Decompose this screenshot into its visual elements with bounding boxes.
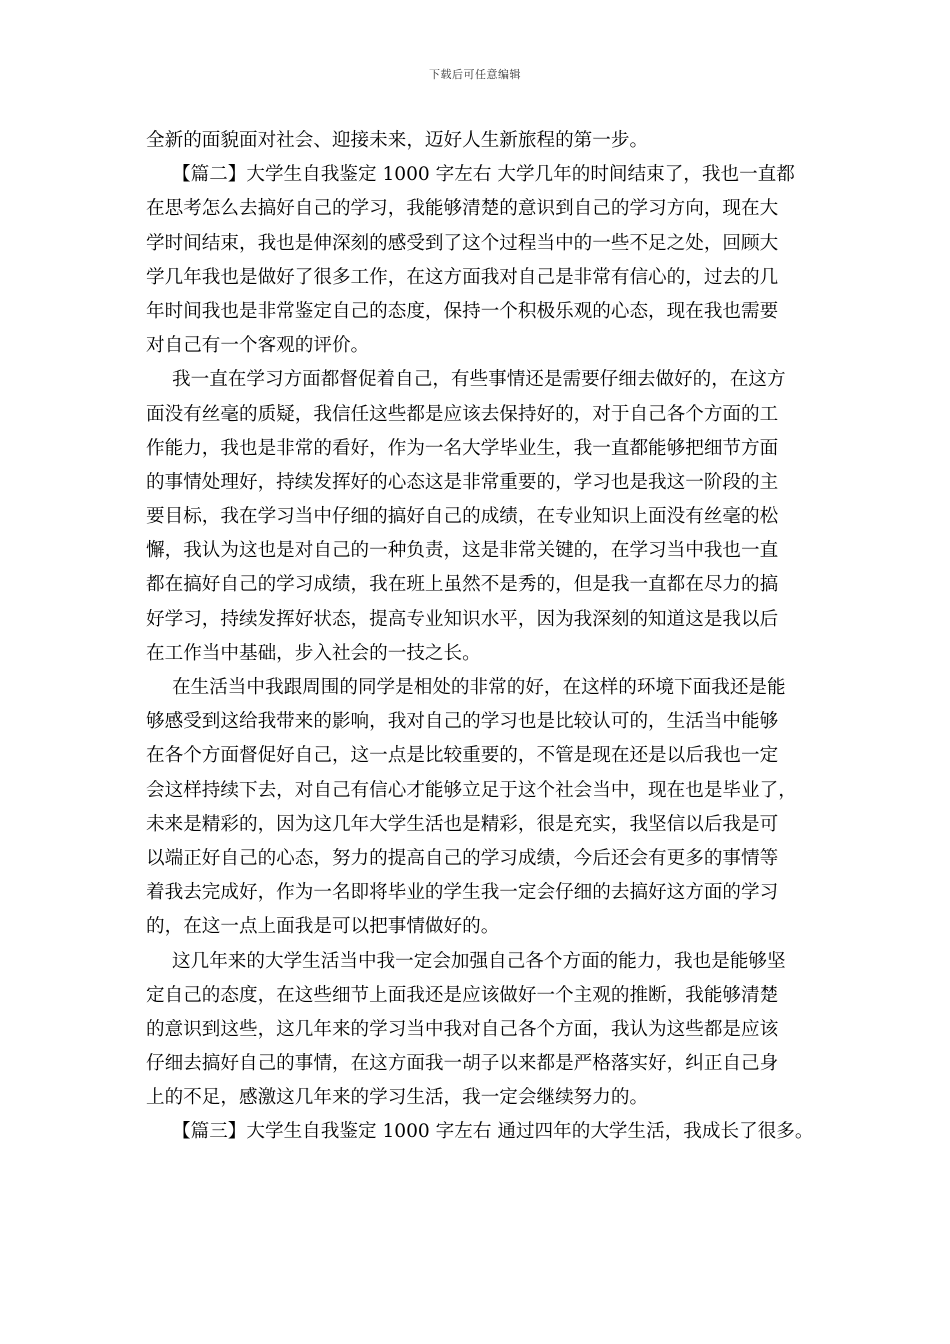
text-line: 年时间我也是非常鉴定自己的态度，保持一个积极乐观的心态，现在我也需要: [146, 300, 779, 322]
text-line: 学时间结束，我也是伸深刻的感受到了这个过程当中的一些不足之处，回顾大: [146, 232, 779, 254]
text-line: 【篇三】大学生自我鉴定 1000 字左右 通过四年的大学生活，我成长了很多。: [172, 1121, 814, 1143]
text-line: 定自己的态度，在这些细节上面我还是应该做好一个主观的推断，我能够清楚: [146, 984, 779, 1006]
text-line: 会这样持续下去，对自己有信心才能够立足于这个社会当中，现在也是毕业了，: [146, 779, 797, 801]
text-line: 在工作当中基础，步入社会的一技之长。: [146, 642, 481, 664]
text-line: 好学习，持续发挥好状态，提高专业知识水平，因为我深刻的知道这是我以后: [146, 608, 779, 630]
text-line: 以端正好自己的心态，努力的提高自己的学习成绩，今后还会有更多的事情等: [146, 847, 779, 869]
text-line: 懈，我认为这也是对自己的一种负责，这是非常关键的，在学习当中我也一直: [146, 540, 779, 562]
text-line: 全新的面貌面对社会、迎接未来，迈好人生新旅程的第一步。: [146, 130, 649, 151]
text-line: 上的不足，感激这几年来的学习生活，我一定会继续努力的。: [146, 1087, 649, 1109]
text-line: 在各个方面督促好自己，这一点是比较重要的，不管是现在还是以后我也一定: [146, 745, 779, 767]
text-line: 在生活当中我跟周围的同学是相处的非常的好，在这样的环境下面我还是能: [172, 677, 786, 698]
text-line: 面没有丝毫的质疑，我信任这些都是应该去保持好的，对于自己各个方面的工: [146, 403, 779, 425]
page-header: 下载后可任意编辑: [429, 68, 521, 81]
text-line: 【篇二】大学生自我鉴定 1000 字左右 大学几年的时间结束了，我也一直都: [172, 164, 795, 186]
text-line: 要目标，我在学习当中仔细的搞好自己的成绩，在专业知识上面没有丝毫的松: [146, 506, 779, 528]
text-line: 的，在这一点上面我是可以把事情做好的。: [146, 916, 500, 938]
text-line: 我一直在学习方面都督促着自己，有些事情还是需要仔细去做好的，在这方: [172, 369, 786, 391]
text-line: 的事情处理好，持续发挥好的心态这是非常重要的，学习也是我这一阶段的主: [146, 471, 779, 493]
text-line: 都在搞好自己的学习成绩，我在班上虽然不是秀的，但是我一直都在尽力的搞: [146, 574, 779, 596]
text-line: 对自己有一个客观的评价。: [146, 335, 370, 357]
text-line: 仔细去搞好自己的事情，在这方面我一胡子以来都是严格落实好，纠正自己身: [146, 1053, 779, 1075]
text-line: 这几年来的大学生活当中我一定会加强自己各个方面的能力，我也是能够坚: [172, 950, 786, 972]
text-line: 在思考怎么去搞好自己的学习，我能够清楚的意识到自己的学习方向，现在大: [146, 198, 779, 220]
text-line: 着我去完成好，作为一名即将毕业的学生我一定会仔细的去搞好这方面的学习: [146, 882, 779, 904]
body-text: [146, 124, 822, 1150]
text-line: 的意识到这些，这几年来的学习当中我对自己各个方面，我认为这些都是应该: [146, 1018, 779, 1040]
text-line: 学几年我也是做好了很多工作，在这方面我对自己是非常有信心的，过去的几: [146, 266, 779, 288]
text-line: 未来是精彩的，因为这几年大学生活也是精彩，很是充实，我坚信以后我是可: [146, 813, 779, 835]
text-line: 作能力，我也是非常的看好，作为一名大学毕业生，我一直都能够把细节方面: [146, 437, 779, 459]
text-line: 够感受到这给我带来的影响，我对自己的学习也是比较认可的，生活当中能够: [146, 711, 779, 733]
